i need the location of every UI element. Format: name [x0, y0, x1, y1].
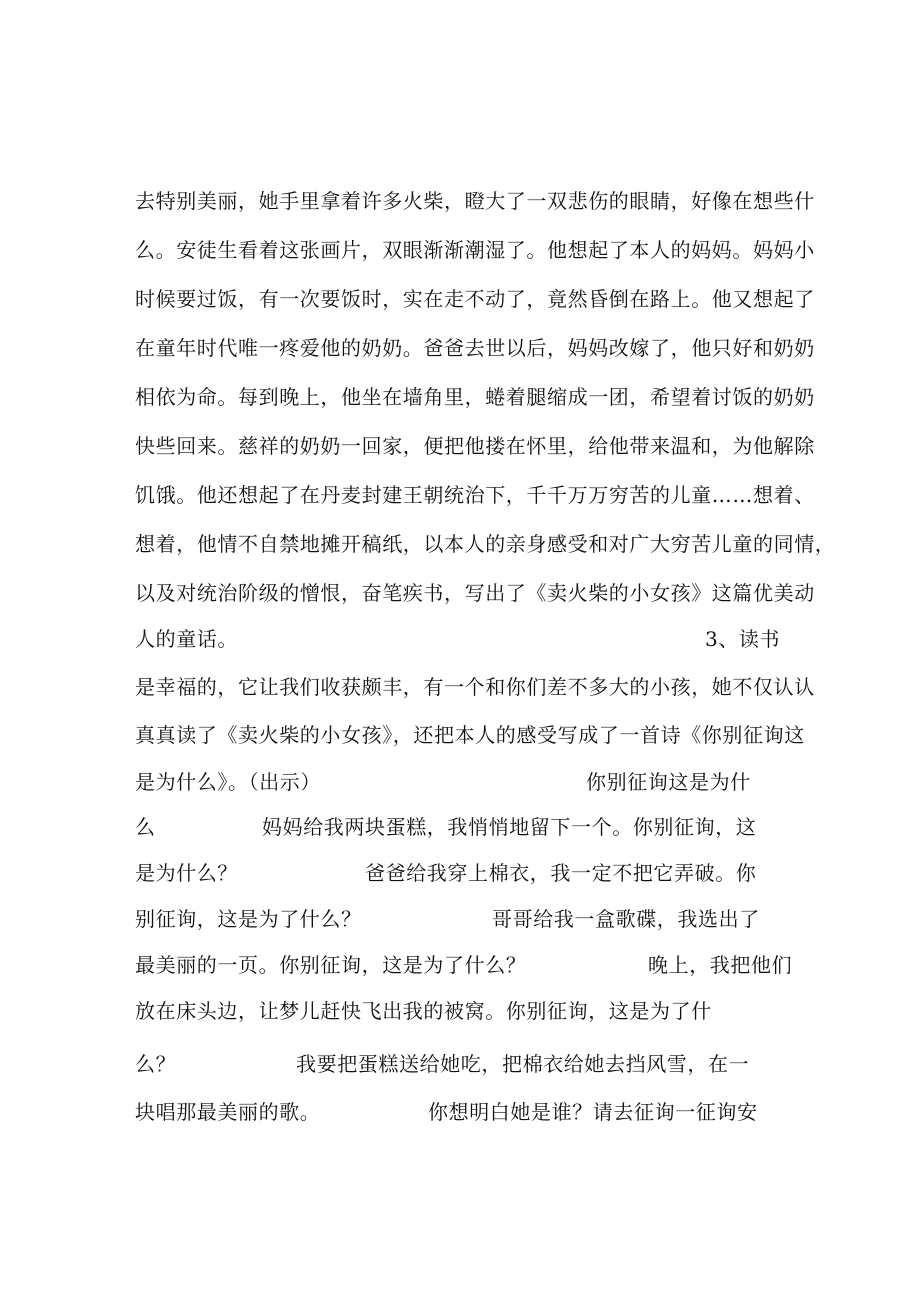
- poem-line-end: 你想明白她是谁？请去征询一征询安: [428, 1100, 758, 1124]
- poem-line-end: 晚上，我把他们: [648, 953, 793, 977]
- text-line: 相依为命。每到晚上，他坐在墙角里，蜷着腿缩成一团，希望着讨饭的奶奶: [135, 385, 815, 409]
- poem-line-start: 是为什么》。（出示）: [135, 770, 321, 794]
- poem-line-start: 么？: [135, 1052, 177, 1076]
- poem-line-start: 别征询，这是为了什么？: [135, 907, 362, 931]
- poem-line-start: 块唱那最美丽的歌。: [135, 1100, 321, 1124]
- poem-line-end: 妈妈给我两块蛋糕，我悄悄地留下一个。你别征询，这: [262, 815, 757, 839]
- poem-line-start: 放在床头边，让梦儿赶快飞出我的被窝。你别征询，这是为了什: [135, 999, 712, 1023]
- text-line: 是幸福的，它让我们收获颇丰，有一个和你们差不多大的小孩，她不仅认认: [135, 675, 815, 699]
- poem-line-start: 是为什么？: [135, 861, 238, 885]
- poem-line-end: 我要把蛋糕送给她吃，把棉衣给她去挡风雪，在一: [296, 1052, 750, 1076]
- poem-line-end: 你别征询这是为什: [586, 770, 751, 794]
- text-line: 想着，他情不自禁地摊开稿纸，以本人的亲身感受和对广大穷苦儿童的同情，: [135, 532, 836, 556]
- text-line: 在童年时代唯一疼爱他的奶奶。爸爸去世以后，妈妈改嫁了，他只好和奶奶: [135, 336, 815, 360]
- poem-line-start: 最美丽的一页。你别征询，这是为了什么？: [135, 953, 527, 977]
- text-line: 去特别美丽，她手里拿着许多火柴，瞪大了一双悲伤的眼睛，好像在想些什: [135, 189, 815, 213]
- text-line: 真真读了《卖火柴的小女孩》，还把本人的感受写成了一首诗《你别征询这: [135, 723, 805, 747]
- text-line: 时候要过饭，有一次要饭时，实在走不动了，竟然昏倒在路上。他又想起了: [135, 287, 815, 311]
- text-line: 么。安徒生看着这张画片，双眼渐渐潮湿了。他想起了本人的妈妈。妈妈小: [135, 238, 815, 262]
- poem-line: [135, 1099, 758, 1177]
- poem-line-end: 爸爸给我穿上棉衣，我一定不把它弄破。你: [365, 861, 757, 885]
- poem-line-end: 哥哥给我一盒歌碟，我选出了: [492, 907, 760, 931]
- poem-line-start: 么: [135, 815, 156, 839]
- section-heading: 3、读书: [705, 627, 781, 651]
- text-line: 快些回来。慈祥的奶奶一回家，便把他搂在怀里，给他带来温和，为他解除: [135, 434, 815, 458]
- story-end-text: 人的童话。: [135, 627, 238, 651]
- text-line: 饥饿。他还想起了在丹麦封建王朝统治下，千千万万穷苦的儿童……想着、: [135, 483, 815, 507]
- text-line: 以及对统治阶级的憎恨，奋笔疾书，写出了《卖火柴的小女孩》这篇优美动: [135, 581, 815, 605]
